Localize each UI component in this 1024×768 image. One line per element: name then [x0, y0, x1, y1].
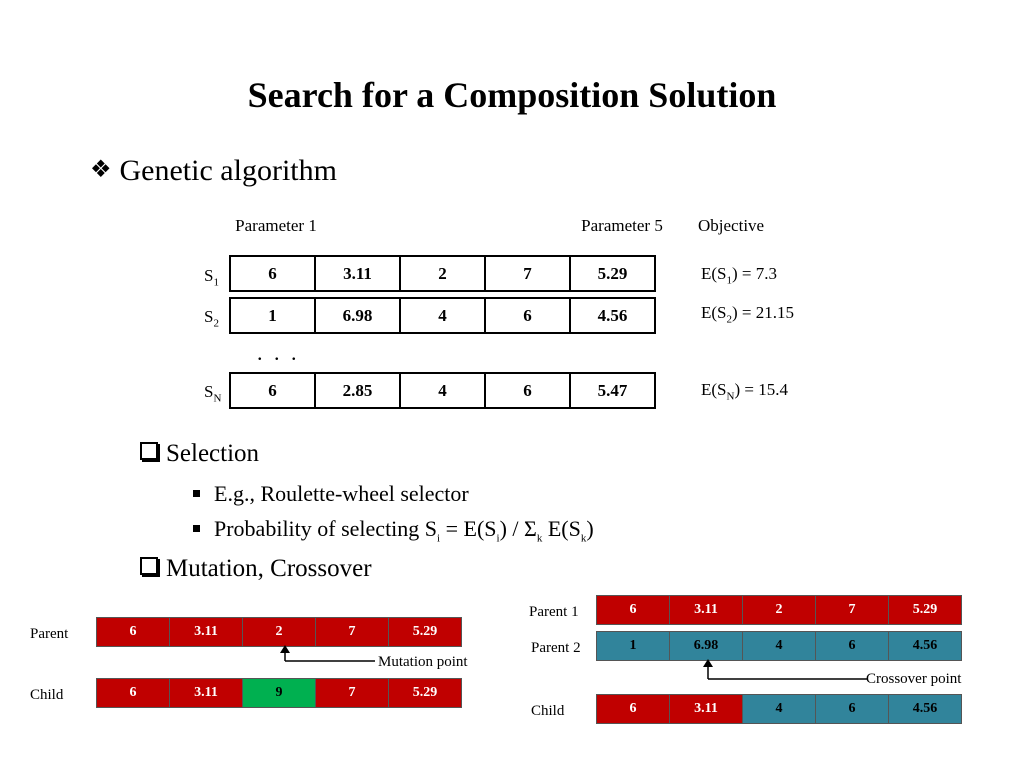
mutation-parent-label: Parent: [30, 626, 69, 642]
gene-cell: 6: [485, 298, 570, 333]
row-label-sub: N: [213, 392, 222, 405]
gene-cell: 7: [316, 618, 389, 647]
param1-header: [230, 216, 322, 235]
row-label-s2: [204, 307, 219, 329]
selection-item-1-text: E.g., Roulette-wheel selector: [214, 481, 469, 506]
gene-cell: 3.11: [170, 679, 243, 708]
square-bullet-icon: [193, 490, 200, 497]
prob-text-4: E(S: [542, 516, 581, 541]
gene-cell: 6.98: [315, 298, 400, 333]
objective-sn: [701, 380, 788, 402]
checkbox-bullet-icon: [140, 557, 158, 575]
gene-cell: 5.47: [570, 373, 655, 408]
gene-cell: 5.29: [570, 256, 655, 291]
diamond-bullet-icon: ❖: [90, 157, 112, 183]
objective-s1: [701, 264, 777, 286]
slide-title: Search for a Composition Solution: [247, 75, 777, 115]
obj-sub: 2: [726, 313, 732, 326]
gene-cell: 1: [230, 298, 315, 333]
gene-cell: 3.11: [315, 256, 400, 291]
gene-cell: 5.29: [389, 679, 462, 708]
prob-sub-i: i: [437, 532, 441, 545]
obj-sub: 1: [726, 274, 732, 287]
gene-cell: 6: [597, 596, 670, 625]
gene-cell: 4: [400, 298, 485, 333]
prob-sub-k: k: [536, 532, 543, 545]
param1-header-text: Parameter 1: [235, 216, 317, 235]
objective-header: Objective: [698, 216, 765, 235]
prob-sub-i-2: i: [496, 532, 500, 545]
gene-cell: 6: [97, 679, 170, 708]
gene-cell: 7: [485, 256, 570, 291]
gene-cell: 6: [816, 632, 889, 661]
gene-cell: 4.56: [889, 695, 962, 724]
selection-heading: [140, 440, 259, 468]
checkbox-bullet-icon: [140, 442, 158, 460]
gene-cell: 4: [743, 632, 816, 661]
selection-item-2: [193, 516, 594, 544]
ellipsis: . . .: [257, 340, 300, 365]
crossover-arrow: [700, 659, 870, 685]
obj-suffix: ) = 15.4: [734, 380, 788, 399]
row-label-sub: 1: [213, 276, 219, 289]
prob-text-1: Probability of selecting S: [214, 516, 438, 541]
obj-prefix: E(S: [701, 380, 727, 399]
gene-cell: 6: [597, 695, 670, 724]
gene-cell: 4: [743, 695, 816, 724]
gene-cell: 7: [816, 596, 889, 625]
param5-header-text: Parameter 5: [581, 216, 663, 235]
obj-prefix: E(S: [701, 303, 727, 322]
prob-sub-k-2: k: [580, 532, 587, 545]
gene-cell: 5.29: [389, 618, 462, 647]
gene-cell: 2: [743, 596, 816, 625]
obj-sub: N: [726, 390, 735, 403]
gene-cell: 2: [243, 618, 316, 647]
gene-cell: 7: [316, 679, 389, 708]
gene-cell: 6: [230, 256, 315, 291]
crossover-parent1-label: Parent 1: [529, 604, 579, 620]
gene-cell: 6: [485, 373, 570, 408]
row-label-sub: 2: [213, 317, 219, 330]
obj-suffix: ) = 7.3: [732, 264, 777, 283]
gene-cell: 4.56: [889, 632, 962, 661]
row-label-s1: [204, 266, 219, 288]
mutation-parent-chromosome: [96, 617, 462, 647]
mutation-heading-text: Mutation, Crossover: [166, 555, 372, 582]
crossover-point-label: Crossover point: [866, 671, 962, 687]
gene-cell: 3.11: [670, 596, 743, 625]
mutation-child-label: Child: [30, 687, 64, 703]
solution-row-s2: [229, 297, 656, 334]
bullet-genetic-algorithm: [90, 154, 337, 188]
crossover-child-chromosome: [596, 694, 962, 724]
mutated-gene-cell: 9: [243, 679, 316, 708]
gene-cell: 3.11: [670, 695, 743, 724]
gene-cell: 6: [230, 373, 315, 408]
selection-item-1: [193, 481, 469, 507]
mutation-arrow: [275, 645, 375, 667]
bullet-text: Genetic algorithm: [119, 154, 337, 187]
solution-row-sn: [229, 372, 656, 409]
solution-row-s1: [229, 255, 656, 292]
mutation-point-label: Mutation point: [378, 654, 468, 670]
crossover-parent2-label: Parent 2: [531, 640, 581, 656]
mutation-crossover-heading: [140, 555, 372, 583]
obj-suffix: ) = 21.15: [732, 303, 794, 322]
selection-heading-text: Selection: [166, 440, 260, 467]
gene-cell: 6: [816, 695, 889, 724]
row-label-text: S: [204, 266, 214, 285]
prob-text-5: ): [586, 516, 594, 541]
crossover-parent1-chromosome: [596, 595, 962, 625]
gene-cell: 4: [400, 373, 485, 408]
crossover-child-label: Child: [531, 703, 565, 719]
gene-cell: 4.56: [570, 298, 655, 333]
param5-header: [576, 216, 668, 235]
mutation-child-chromosome: [96, 678, 462, 708]
gene-cell: 5.29: [889, 596, 962, 625]
gene-cell: 3.11: [170, 618, 243, 647]
row-label-text: S: [204, 307, 214, 326]
prob-text-2: = E(S: [440, 516, 497, 541]
obj-prefix: E(S: [701, 264, 727, 283]
prob-text-3: ) / Σ: [499, 516, 537, 541]
gene-cell: 6.98: [670, 632, 743, 661]
row-label-text: S: [204, 382, 214, 401]
gene-cell: 2.85: [315, 373, 400, 408]
objective-s2: [701, 303, 794, 325]
row-label-sn: [204, 382, 221, 404]
square-bullet-icon: [193, 525, 200, 532]
crossover-parent2-chromosome: [596, 631, 962, 661]
gene-cell: 2: [400, 256, 485, 291]
gene-cell: 6: [97, 618, 170, 647]
gene-cell: 1: [597, 632, 670, 661]
